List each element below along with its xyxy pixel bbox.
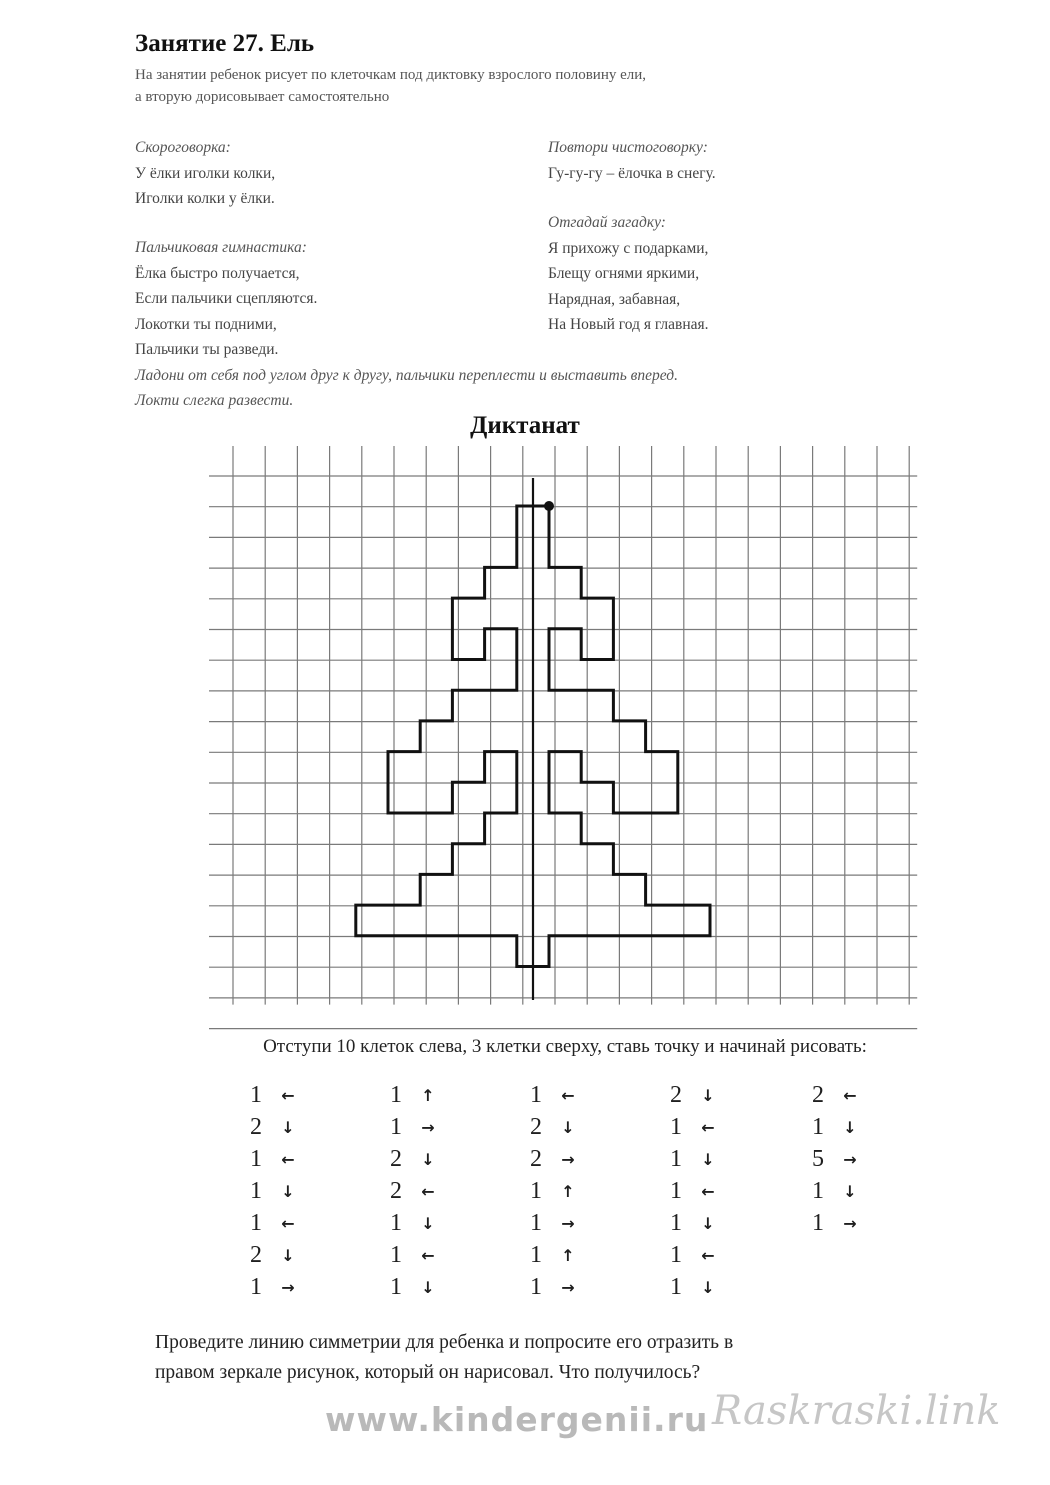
arrow-up-icon: ↑ (561, 1245, 575, 1265)
arrow-down-icon: ↓ (281, 1117, 295, 1137)
step-count: 5 (812, 1145, 824, 1172)
finger-gymnastics-line: Пальчики ты разведи. (135, 341, 279, 358)
arrow-left-icon: ← (281, 1085, 295, 1105)
finger-gymnastics-line: Ёлка быстро получается, (135, 264, 300, 282)
dictation-step (670, 1271, 760, 1303)
arrow-left-icon: ← (843, 1085, 857, 1105)
step-count: 1 (670, 1113, 682, 1140)
arrow-left-icon: ← (701, 1245, 715, 1265)
brand-watermark: Raskraski.link (712, 1388, 1001, 1434)
step-count: 1 (670, 1209, 682, 1236)
step-count: 1 (530, 1241, 542, 1268)
arrow-right-icon: → (843, 1149, 857, 1169)
intro-line: а вторую дорисовывает самостоятельно (135, 89, 390, 105)
tongue-twister-line: Иголки колки у ёлки. (135, 190, 275, 207)
arrow-right-icon: → (281, 1277, 295, 1297)
dictation-step (670, 1079, 760, 1111)
final-task-line: правом зеркале рисунок, который он нарисовал. Что получилось? (155, 1362, 701, 1383)
lesson-title: Занятие 27. Ель (135, 30, 315, 57)
step-count: 2 (530, 1145, 542, 1172)
arrow-down-icon: ↓ (421, 1149, 435, 1169)
dictation-step (670, 1239, 760, 1271)
arrow-down-icon: ↓ (421, 1213, 435, 1233)
step-count: 1 (670, 1273, 682, 1300)
dictation-step (390, 1079, 480, 1111)
step-count: 1 (670, 1177, 682, 1204)
arrow-down-icon: ↓ (281, 1245, 295, 1265)
step-count: 2 (250, 1113, 262, 1140)
step-count: 2 (250, 1241, 262, 1268)
step-count: 2 (390, 1177, 402, 1204)
instruction-line: Локти слегка развести. (135, 392, 294, 409)
dictation-column (250, 1079, 340, 1303)
arrow-down-icon: ↓ (701, 1149, 715, 1169)
dictation-column (530, 1079, 620, 1303)
dictation-step (250, 1111, 340, 1143)
step-count: 2 (530, 1113, 542, 1140)
step-count: 1 (812, 1113, 824, 1140)
step-count: 1 (530, 1209, 542, 1236)
riddle-line: Нарядная, забавная, (548, 290, 681, 308)
dictation-step (390, 1207, 480, 1239)
step-count: 1 (530, 1177, 542, 1204)
dictation-step (670, 1207, 760, 1239)
finger-gymnastics-heading: Пальчиковая гимнастика: (135, 239, 307, 256)
dictation-step (812, 1111, 902, 1143)
dictation-step (530, 1175, 620, 1207)
step-count: 1 (250, 1209, 262, 1236)
riddle-line: На Новый год я главная. (548, 316, 709, 333)
dictation-step (812, 1175, 902, 1207)
step-count: 2 (670, 1081, 682, 1108)
intro-line: На занятии ребенок рисует по клеточкам под диктовку взрослого половину ели, (135, 67, 647, 83)
step-count: 1 (390, 1273, 402, 1300)
step-count: 1 (250, 1273, 262, 1300)
final-task (155, 1328, 733, 1388)
step-count: 1 (530, 1081, 542, 1108)
arrow-left-icon: ← (561, 1085, 575, 1105)
tongue-twister-line: У ёлки иголки колки, (135, 164, 276, 182)
final-task-line: Проведите линию симметрии для ребенка и попросите его отразить в (155, 1332, 734, 1353)
step-count: 2 (812, 1081, 824, 1108)
arrow-right-icon: → (561, 1149, 575, 1169)
dictation-step (670, 1175, 760, 1207)
arrow-right-icon: → (421, 1117, 435, 1137)
dictation-step (812, 1079, 902, 1111)
dictation-step (530, 1207, 620, 1239)
arrow-right-icon: → (843, 1213, 857, 1233)
dictation-step (812, 1143, 902, 1175)
arrow-down-icon: ↓ (281, 1181, 295, 1201)
step-count: 1 (250, 1081, 262, 1108)
step-count: 1 (390, 1241, 402, 1268)
step-count: 1 (250, 1145, 262, 1172)
tree-left-half (356, 506, 549, 967)
dictation-step (250, 1239, 340, 1271)
step-count: 1 (390, 1209, 402, 1236)
arrow-right-icon: → (561, 1213, 575, 1233)
dictation-step (812, 1207, 902, 1239)
finger-gymnastics-line: Локотки ты подними, (135, 315, 277, 333)
dictation-step (250, 1079, 340, 1111)
dictation-step (250, 1143, 340, 1175)
dictation-step (390, 1239, 480, 1271)
arrow-down-icon: ↓ (701, 1085, 715, 1105)
dictation-column (390, 1079, 480, 1303)
pure-phrase-heading: Повтори чистоговорку: (548, 139, 708, 156)
site-watermark: www.kindergenii.ru (325, 1400, 709, 1439)
step-count: 1 (530, 1273, 542, 1300)
arrow-down-icon: ↓ (421, 1277, 435, 1297)
dictation-column (812, 1079, 902, 1239)
step-count: 1 (812, 1177, 824, 1204)
dictation-step (530, 1239, 620, 1271)
arrow-left-icon: ← (281, 1213, 295, 1233)
step-count: 1 (250, 1177, 262, 1204)
start-point (544, 501, 554, 511)
arrow-up-icon: ↑ (421, 1085, 435, 1105)
grid-lines (209, 446, 917, 1029)
dictation-step (530, 1079, 620, 1111)
dictation-step (390, 1175, 480, 1207)
dictation-column (670, 1079, 760, 1303)
riddle-line: Я прихожу с подарками, (548, 239, 709, 257)
tree-right-half (517, 506, 710, 967)
dictation-step (670, 1111, 760, 1143)
riddle-line: Блещу огнями яркими, (548, 265, 700, 282)
dictation-step (390, 1111, 480, 1143)
arrow-down-icon: ↓ (561, 1117, 575, 1137)
arrow-up-icon: ↑ (561, 1181, 575, 1201)
tongue-twister-heading: Скороговорка: (135, 139, 231, 156)
step-count: 1 (390, 1081, 402, 1108)
riddle-heading: Отгадай загадку: (548, 214, 666, 231)
step-count: 1 (390, 1113, 402, 1140)
pure-phrase-line: Гу-гу-гу – ёлочка в снегу. (548, 164, 716, 182)
arrow-left-icon: ← (421, 1181, 435, 1201)
dictation-title: Диктанат (470, 412, 580, 439)
arrow-left-icon: ← (701, 1181, 715, 1201)
arrow-left-icon: ← (421, 1245, 435, 1265)
start-instruction: Отступи 10 клеток слева, 3 клетки сверху, ставь точку и начинай рисовать: (263, 1036, 867, 1057)
dictation-step (390, 1143, 480, 1175)
arrow-down-icon: ↓ (843, 1117, 857, 1137)
arrow-right-icon: → (561, 1277, 575, 1297)
step-count: 1 (670, 1241, 682, 1268)
dictation-step (530, 1143, 620, 1175)
dictation-step (670, 1143, 760, 1175)
arrow-left-icon: ← (281, 1149, 295, 1169)
arrow-left-icon: ← (701, 1117, 715, 1137)
instruction-line: Ладони от себя под углом друг к другу, пальчики переплести и выставить вперед. (135, 367, 678, 384)
dictation-step (250, 1207, 340, 1239)
step-count: 1 (670, 1145, 682, 1172)
arrow-down-icon: ↓ (701, 1277, 715, 1297)
step-count: 2 (390, 1145, 402, 1172)
arrow-down-icon: ↓ (843, 1181, 857, 1201)
dictation-step (390, 1271, 480, 1303)
dictation-step (250, 1175, 340, 1207)
dictation-step (530, 1271, 620, 1303)
dictation-step (530, 1111, 620, 1143)
finger-gymnastics-line: Если пальчики сцепляются. (135, 290, 318, 307)
dictation-step (250, 1271, 340, 1303)
step-count: 1 (812, 1209, 824, 1236)
arrow-down-icon: ↓ (701, 1213, 715, 1233)
